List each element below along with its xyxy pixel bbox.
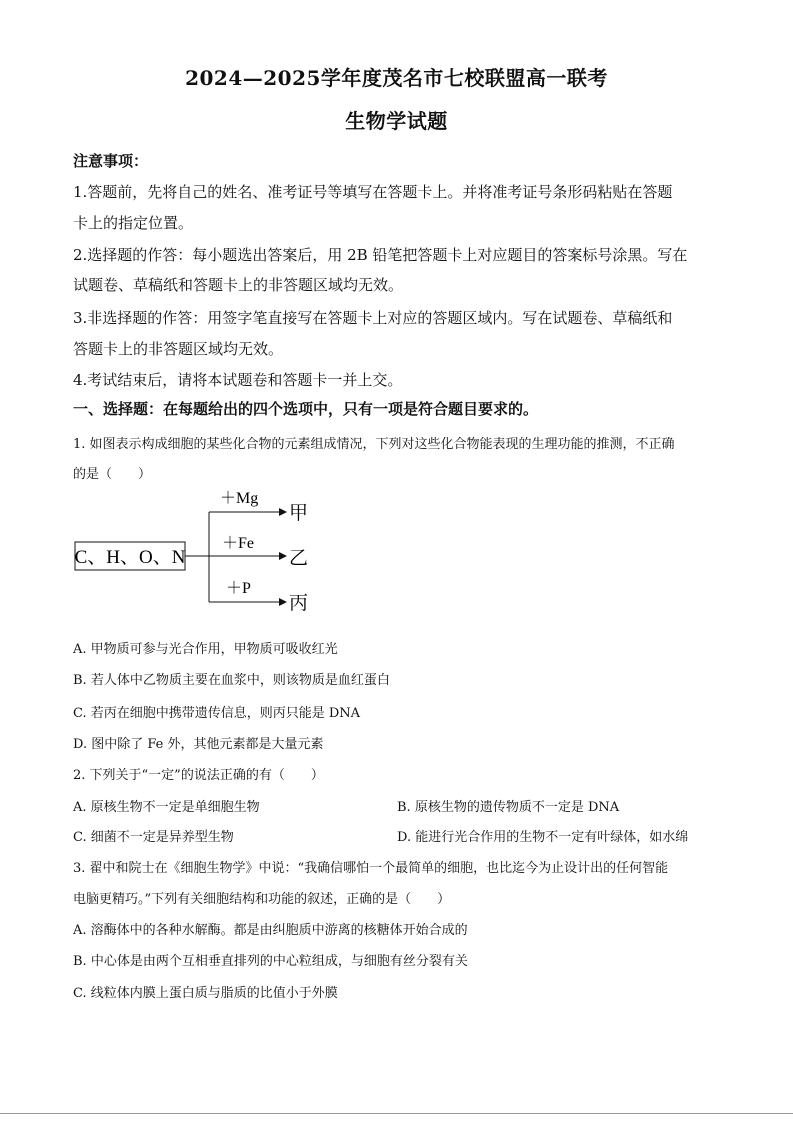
exam-subtitle: 生物学试题 [345,109,448,133]
arrowhead-2 [279,552,287,560]
q1-option-b: B. 若人体中乙物质主要在血浆中，则该物质是血红蛋白 [73,673,390,688]
element-box-label: C、H、O、N [74,547,186,568]
q1-option-c: C. 若丙在细胞中携带遗传信息，则丙只能是 DNA [73,706,361,721]
q2-option-a: A. 原核生物不一定是单细胞生物 [73,800,260,815]
q1-option-a: A. 甲物质可参与光合作用，甲物质可吸收红光 [73,642,338,657]
element-composition-diagram [73,484,323,616]
q1-option-d: D. 图中除了 Fe 外，其他元素都是大量元素 [73,737,324,752]
exam-title: 2024—2025学年度茂名市七校联盟高一联考 [185,66,608,90]
arrowhead-1 [279,508,287,516]
note-line: 2.选择题的作答：每小题选出答案后，用 2B 铅笔把答题卡上对应题目的答案标号涂黑。写在 [73,246,688,264]
question-1-stem-cont: 的是（ ） [73,467,152,482]
q2-option-d: D. 能进行光合作用的生物不一定有叶绿体，如水绵 [397,830,689,845]
q3-option-a: A. 溶酶体中的各种水解酶。都是由纠胞质中游离的核糖体开始合成的 [73,923,468,938]
note-line: 3.非选择题的作答：用签字笔直接写在答题卡上对应的答题区域内。写在试题卷、草稿纸和 [73,309,673,327]
target-jia: 甲 [289,502,309,524]
note-line: 1.答题前，先将自己的姓名、准考证号等填写在答题卡上。并将准考证号条形码粘贴在答题 [73,183,673,201]
notes-heading: 注意事项： [73,152,149,170]
branch-add-p: ＋P [226,580,251,597]
note-line: 卡上的指定位置。 [73,214,194,232]
arrowhead-3 [279,598,287,606]
question-3-stem-cont: 电脑更精巧。”下列有关细胞结构和功能的叙述，正确的是（ ） [73,892,451,907]
question-2-stem: 2. 下列关于“一定”的说法正确的有（ ） [73,768,324,783]
q3-option-b: B. 中心体是由两个互相垂直排列的中心粒组成，与细胞有丝分裂有关 [73,954,468,969]
branch-add-mg: ＋Mg [220,490,259,507]
q3-option-c: C. 线粒体内膜上蛋白质与脂质的比值小于外膜 [73,986,338,1001]
q2-option-c: C. 细菌不一定是异养型生物 [73,830,234,845]
note-line: 4.考试结束后，请将本试题卷和答题卡一并上交。 [73,371,403,389]
target-bing: 丙 [289,592,309,614]
note-line: 答题卡上的非答题区域均无效。 [73,340,284,358]
note-line: 试题卷、草稿纸和答题卡上的非答题区域均无效。 [73,276,404,294]
q2-option-b: B. 原核生物的遗传物质不一定是 DNA [397,800,620,815]
target-yi: 乙 [289,547,309,569]
page-footer-rule [0,1113,793,1114]
section-heading: 一、选择题：在每题给出的四个选项中，只有一项是符合题目要求的。 [73,400,539,418]
question-3-stem: 3. 翟中和院士在《细胞生物学》中说：“我确信哪怕一个最简单的细胞，也比迄今为止设计出的任何智能 [73,861,669,876]
question-1-stem: 1. 如图表示构成细胞的某些化合物的元素组成情况，下列对这些化合物能表现的生理功能的推测，不正确 [73,437,675,452]
branch-add-fe: ＋Fe [222,535,255,552]
